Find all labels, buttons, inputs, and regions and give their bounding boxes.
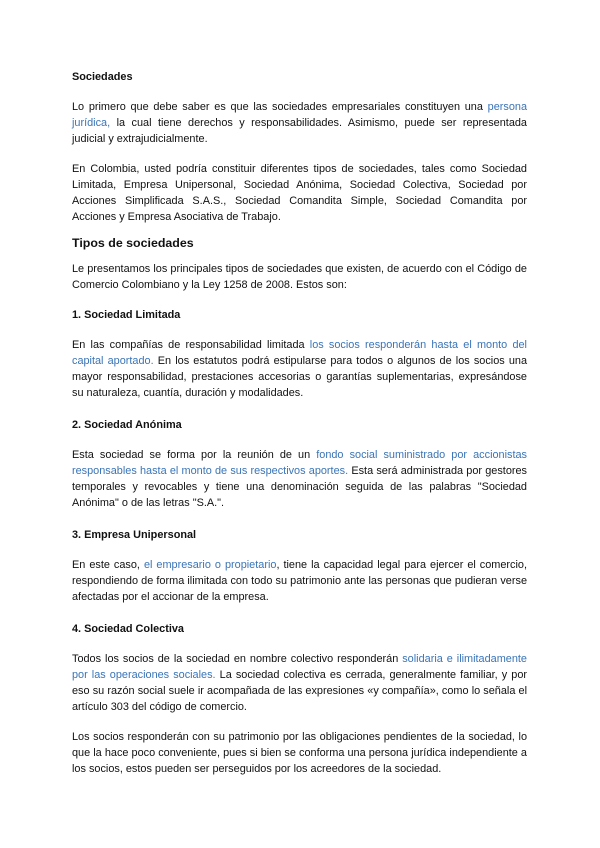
- document-page: [72, 69, 527, 777]
- limitada-text-b: En los estatutos podrá estipularse para todos o algunos de los socios una mayor responsabilidad, prestaciones accesorias o garantías suplementarias, expresándose su naturaleza, cuantía, duración y modalidades.: [72, 355, 528, 399]
- empresa-unipersonal-paragraph: [72, 557, 527, 605]
- sociedad-colectiva-paragraph: [72, 651, 527, 715]
- socios-responderan-link[interactable]: los socios responderán hasta el monto del capital aportado.: [72, 339, 527, 367]
- heading-sociedad-limitada: 1. Sociedad Limitada: [72, 309, 181, 321]
- solidaria-link[interactable]: solidaria e ilimitadamente por las operaciones sociales.: [72, 653, 527, 681]
- sociedad-limitada-paragraph: [72, 337, 527, 401]
- heading-sociedad-colectiva: 4. Sociedad Colectiva: [72, 623, 184, 635]
- heading-sociedad-anonima: 2. Sociedad Anónima: [72, 419, 182, 431]
- anonima-text-a: Esta sociedad se forma por la reunión de un: [72, 449, 317, 461]
- empresario-link[interactable]: el empresario o propietario: [143, 559, 277, 571]
- unipersonal-text-a: En este caso,: [72, 559, 144, 571]
- types-list-paragraph: En Colombia, usted podría constituir diferentes tipos de sociedades, tales como Sociedad Limitada, Empresa Unipersonal, Sociedad Anónima, Sociedad Colectiva, Sociedad por Acciones Simplificada S.A.S., Sociedad Comandita Simple, Sociedad Comandita por Acciones y Empresa Asociativa de Trabajo.: [72, 163, 527, 223]
- intro-text-a: Lo primero que debe saber es que las sociedades empresariales constituyen una: [72, 101, 488, 113]
- colectiva-text-b: La sociedad colectiva es cerrada, generalmente familiar, y por eso su razón social suele ir acompañada de las expresiones «y compañía», como lo señala el artículo 303 del código de comercio.: [72, 669, 528, 713]
- anonima-text-b: Esta será administrada por gestores temporales y revocables y tiene una denominación seguida de las palabras "Sociedad Anónima" o de las letras "S.A.".: [72, 465, 528, 509]
- heading-empresa-unipersonal: 3. Empresa Unipersonal: [72, 529, 197, 541]
- fondo-social-link[interactable]: fondo social suministrado por accionistas responsables hasta el monto de sus respectivos aportes.: [72, 449, 528, 477]
- limitada-text-a: En las compañías de responsabilidad limitada: [72, 339, 310, 351]
- tipos-intro-paragraph: Le presentamos los principales tipos de sociedades que existen, de acuerdo con el Código de Comercio Colombiano y la Ley 1258 de 2008. Estos son:: [72, 263, 527, 291]
- intro-text-b: la cual tiene derechos y responsabilidades. Asimismo, puede ser representada judicial y extrajudicialmente.: [72, 117, 527, 145]
- intro-paragraph: [72, 99, 527, 147]
- sociedad-anonima-paragraph: [72, 447, 527, 511]
- heading-sociedades: Sociedades: [72, 71, 133, 83]
- persona-juridica-link[interactable]: persona jurídica,: [72, 101, 527, 129]
- colectiva-text-a: Todos los socios de la sociedad en nombre colectivo responderán: [72, 653, 403, 665]
- unipersonal-text-b: , tiene la capacidad legal para ejercer el comercio, respondiendo de forma ilimitada con todo su patrimonio ante las personas que pudieran verse afectadas por el accionar de la empresa.: [72, 559, 528, 603]
- sociedad-colectiva-paragraph-2: Los socios responderán con su patrimonio por las obligaciones pendientes de la sociedad, lo que la hace poco conveniente, pues si bien se conforma una persona jurídica independiente a los socios, estos pueden ser perseguidos por los acreedores de la sociedad.: [72, 731, 527, 775]
- title-tipos-de-sociedades: Tipos de sociedades: [72, 236, 194, 250]
